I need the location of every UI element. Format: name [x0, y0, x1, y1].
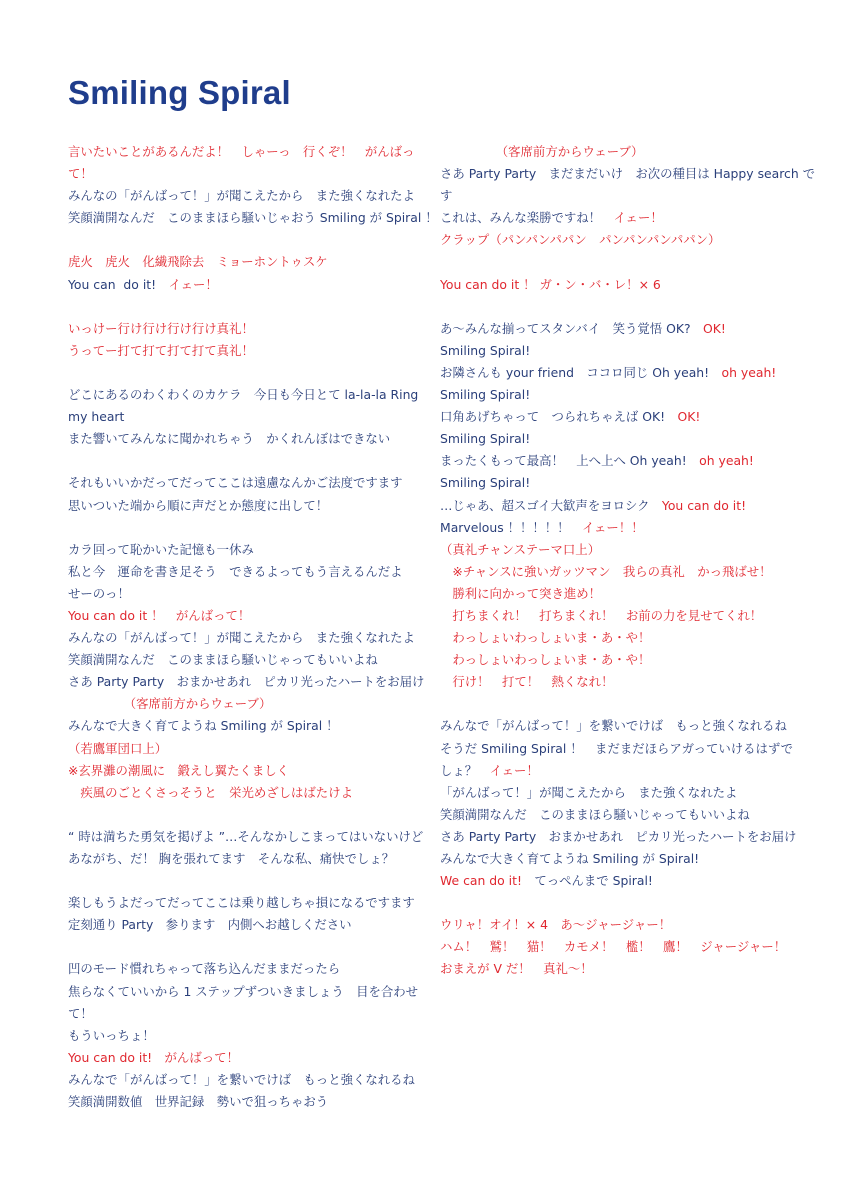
lyric-line — [68, 627, 428, 649]
lyric-text: て！ — [68, 1005, 93, 1021]
call-text: 勝利に向かって突き進め！ — [440, 585, 602, 601]
lyric-text: そうだ Smiling Spiral ！ まだまだほらアガっていけるはずで — [440, 740, 794, 756]
stanza-gap — [68, 517, 428, 539]
call-text: て！ — [68, 166, 93, 182]
call-text: You can do it ！ ガ・ン・バ・レ！× 6 — [440, 276, 661, 292]
lyric-text: てっぺんまで Spiral! — [534, 873, 653, 889]
lyric-text: 笑顔満開なんだ このままほら騒いじゃおう Smiling が Spiral ！ — [68, 210, 438, 226]
lyric-line — [440, 870, 800, 892]
lyric-line — [440, 738, 800, 760]
lyric-text: 凹のモード慣れちゃって落ち込んだままだったら — [68, 961, 341, 977]
lyric-line — [68, 1069, 428, 1091]
lyric-line — [440, 185, 800, 207]
lyrics-right-column — [440, 141, 816, 981]
lyric-text: 焦らなくていいから 1 ステップずついきましょう 目を合わせ — [68, 983, 419, 999]
lyric-line — [440, 671, 800, 693]
lyric-line — [440, 782, 800, 804]
lyric-line — [68, 1047, 428, 1069]
call-text: ウリャ！オイ！× 4 あ～ジャージャー！ — [440, 917, 672, 933]
lyric-line — [440, 406, 800, 428]
lyric-text: それもいいかだってだってここは遠慮なんかご法度ですます — [68, 475, 403, 491]
lyric-text: みんなの「がんばって！」が聞こえたから また強くなれたよ — [68, 188, 415, 204]
call-text: You can do it ！ がんばって！ — [68, 607, 251, 623]
lyric-text: 笑顔満開なんだ このままほら騒いじゃってもいいよね — [440, 806, 750, 822]
lyric-text: Smiling Spiral! — [440, 342, 531, 358]
lyric-line — [440, 561, 800, 583]
lyric-text: みんなで「がんばって！」を繋いでけば もっと強くなれるね — [440, 718, 787, 734]
lyric-line — [440, 495, 800, 517]
lyric-text: これは、みんな楽勝ですね！ — [440, 210, 614, 226]
lyric-text: せーのっ！ — [68, 585, 130, 601]
lyric-text: お隣さんも your friend ココロ同じ Oh yeah! — [440, 364, 722, 380]
page-title: Smiling Spiral — [68, 74, 291, 111]
stanza-gap — [68, 450, 428, 472]
lyric-text: Smiling Spiral! — [440, 475, 531, 491]
lyric-text: …じゃあ、超スゴイ大歓声をヨロシク — [440, 497, 662, 513]
lyric-line — [68, 760, 428, 782]
lyric-line — [440, 760, 800, 782]
lyric-line — [440, 958, 800, 980]
lyric-text: す — [440, 188, 453, 204]
lyric-text: どこにあるのわくわくのカケラ 今日も今日とて la-la-la Ring — [68, 387, 419, 403]
lyric-text: さあ Party Party おまかせあれ ピカリ光ったハートをお届け — [440, 828, 797, 844]
call-text: OK! — [677, 409, 701, 425]
lyric-text: Smiling Spiral! — [440, 431, 531, 447]
lyric-line — [440, 605, 800, 627]
lyric-line — [440, 848, 800, 870]
lyric-text: 私と今 運命を書き足そう できるよってもう言えるんだよ — [68, 563, 403, 579]
lyric-line — [68, 693, 428, 715]
stanza-gap — [68, 870, 428, 892]
call-text: ハム！ 鷲！ 猫！ カモメ！ 檻！ 鷹！ ジャージャー！ — [440, 939, 787, 955]
lyric-line — [68, 892, 428, 914]
call-text: You can do it! — [661, 497, 747, 513]
lyric-text: みんなで大きく育てようね Smiling が Spiral ！ — [68, 718, 339, 734]
lyric-line — [440, 362, 800, 384]
lyric-text: もういっちょ！ — [68, 1027, 155, 1043]
lyric-line — [440, 274, 800, 296]
lyric-line — [68, 649, 428, 671]
lyric-line — [68, 406, 428, 428]
stanza-gap — [68, 296, 428, 318]
call-text: ※チャンスに強いガッツマン 我らの真礼 かっ飛ばせ！ — [440, 563, 772, 579]
call-text: 疾風のごとくさっそうと 栄光めざしはばたけよ — [68, 784, 353, 800]
stanza-gap — [68, 936, 428, 958]
lyric-line — [68, 340, 428, 362]
lyric-line — [440, 715, 800, 737]
lyric-line — [68, 561, 428, 583]
lyric-text: さあ Party Party おまかせあれ ピカリ光ったハートをお届け — [68, 674, 425, 690]
lyric-text: my heart — [68, 409, 125, 425]
lyric-line — [68, 914, 428, 936]
lyric-text: みんなで「がんばって！」を繋いでけば もっと強くなれるね — [68, 1071, 415, 1087]
lyric-line — [440, 936, 800, 958]
lyric-text: しょ？ — [440, 762, 490, 778]
lyric-line — [440, 627, 800, 649]
lyric-line — [440, 804, 800, 826]
call-text: ※玄界灘の潮風に 鍛えし翼たくましく — [68, 762, 290, 778]
lyric-line — [440, 428, 800, 450]
lyric-line — [68, 428, 428, 450]
lyric-line — [440, 163, 816, 185]
lyric-text: Marvelous ！！！！！ — [440, 519, 582, 535]
lyric-text: 笑顔満開数値 世界記録 勢いで狙っちゃおう — [68, 1094, 329, 1110]
call-text: 行け！ 打て！ 熱くなれ！ — [440, 674, 614, 690]
call-text: 虎火 虎火 化繊飛除去 ミョーホントゥスケ — [68, 254, 328, 270]
lyric-line — [68, 583, 428, 605]
lyric-text: 「がんばって！」が聞こえたから また強くなれたよ — [440, 784, 738, 800]
call-text: （客席前方からウェーブ） — [68, 696, 272, 712]
lyric-text: さあ Party Party まだまだいけ お次の種目は Happy search で — [440, 166, 816, 182]
call-text: クラップ（パンパンパパン パンパンパンパパン） — [440, 232, 721, 248]
lyric-line — [68, 848, 428, 870]
lyric-text: You can do it! — [68, 276, 169, 292]
call-text: （客席前方からウェーブ） — [440, 144, 644, 159]
lyric-text: みんなの「がんばって！」が聞こえたから また強くなれたよ — [68, 630, 415, 646]
lyric-line — [68, 495, 428, 517]
call-text: OK! — [702, 320, 726, 336]
lyric-line — [440, 914, 800, 936]
call-text: イェー！ — [613, 210, 663, 226]
lyric-line — [440, 207, 800, 229]
call-text: いっけー行け行け行け行け真礼！ — [68, 320, 254, 336]
lyric-line — [68, 384, 428, 406]
lyric-text: あながち、だ！ 胸を張れてます そんな私、痛快でしょ？ — [68, 851, 395, 866]
lyric-line — [68, 472, 428, 494]
stanza-gap — [440, 693, 800, 715]
lyric-line — [68, 782, 428, 804]
stanza-gap — [440, 296, 800, 318]
stanza-gap — [440, 251, 800, 273]
stanza-gap — [440, 892, 800, 914]
lyrics-left-column — [68, 141, 438, 1113]
call-text: イェー！！ — [581, 519, 644, 535]
lyric-line — [68, 1025, 428, 1047]
call-text: わっしょいわっしょいま・あ・や！ — [440, 630, 651, 646]
stanza-gap — [68, 804, 428, 826]
lyric-line — [68, 539, 428, 561]
lyric-line — [440, 649, 800, 671]
lyric-line — [68, 715, 428, 737]
lyric-text: 定刻通り Party 参ります 内側へお越しください — [68, 917, 352, 933]
lyric-line — [68, 958, 428, 980]
lyric-line — [440, 318, 800, 340]
lyric-line — [68, 605, 428, 627]
stanza-gap — [68, 362, 428, 384]
call-text: 言いたいことがあるんだよ！ しゃーっ 行くぞ！ がんばっ — [68, 144, 415, 159]
lyric-line — [440, 384, 800, 406]
lyric-line — [440, 517, 800, 539]
stanza-gap — [68, 229, 428, 251]
lyric-line — [68, 671, 428, 693]
call-text: （真礼チャンステーマ口上） — [440, 541, 601, 557]
lyric-text: 思いついた端から順に声だとか態度に出して！ — [68, 497, 329, 513]
lyric-line — [68, 251, 428, 273]
call-text: We can do it! — [440, 873, 535, 889]
lyric-line — [440, 539, 800, 561]
lyric-line — [440, 141, 800, 163]
lyric-line — [440, 450, 800, 472]
lyric-line — [68, 738, 428, 760]
lyric-line — [68, 1003, 428, 1025]
call-text: おまえが V だ！ 真礼～！ — [440, 961, 593, 977]
lyric-line — [68, 141, 428, 163]
lyric-line — [68, 1091, 428, 1113]
call-text: oh yeah! — [721, 364, 777, 380]
lyric-line — [68, 981, 428, 1003]
lyric-line — [440, 583, 800, 605]
lyric-line — [68, 207, 438, 229]
lyric-line — [68, 318, 428, 340]
lyric-text: Smiling Spiral! — [440, 387, 531, 403]
lyric-line — [68, 274, 428, 296]
lyric-text: あ～みんな揃ってスタンバイ 笑う覚悟 OK? — [440, 320, 703, 336]
lyric-line — [440, 472, 800, 494]
call-text: oh yeah! — [699, 453, 754, 469]
call-text: You can do it! がんばって！ — [68, 1049, 239, 1065]
lyric-text: カラ回って恥かいた記憶も一休み — [68, 541, 254, 557]
lyric-text: また響いてみんなに聞かれちゃう かくれんぼはできない — [68, 431, 391, 447]
lyric-text: “ 時は満ちた勇気を掲げよ ”…そんなかしこまってはいないけど — [68, 828, 424, 844]
lyric-line — [68, 826, 428, 848]
lyric-line — [68, 185, 428, 207]
call-text: イェー！ — [168, 276, 218, 292]
lyric-text: 口角あげちゃって つられちゃえば OK! — [440, 409, 678, 425]
lyric-line — [440, 826, 800, 848]
call-text: イェー！ — [489, 762, 539, 778]
call-text: 打ちまくれ！ 打ちまくれ！ お前の力を見せてくれ！ — [440, 607, 763, 623]
lyric-text: 笑顔満開なんだ このままほら騒いじゃってもいいよね — [68, 652, 378, 668]
call-text: うってー打て打て打て打て真礼！ — [68, 342, 254, 358]
lyric-line — [68, 163, 428, 185]
call-text: わっしょいわっしょいま・あ・や！ — [440, 652, 651, 668]
call-text: （若鷹軍団口上） — [68, 740, 168, 756]
lyric-text: 楽しもうよだってだってここは乗り越しちゃ損になるですます — [68, 895, 415, 911]
lyric-text: まったくもって最高！ 上へ上へ Oh yeah! — [440, 453, 700, 469]
lyric-line — [440, 229, 800, 251]
lyric-text: みんなで大きく育てようね Smiling が Spiral! — [440, 851, 700, 866]
lyric-line — [440, 340, 800, 362]
